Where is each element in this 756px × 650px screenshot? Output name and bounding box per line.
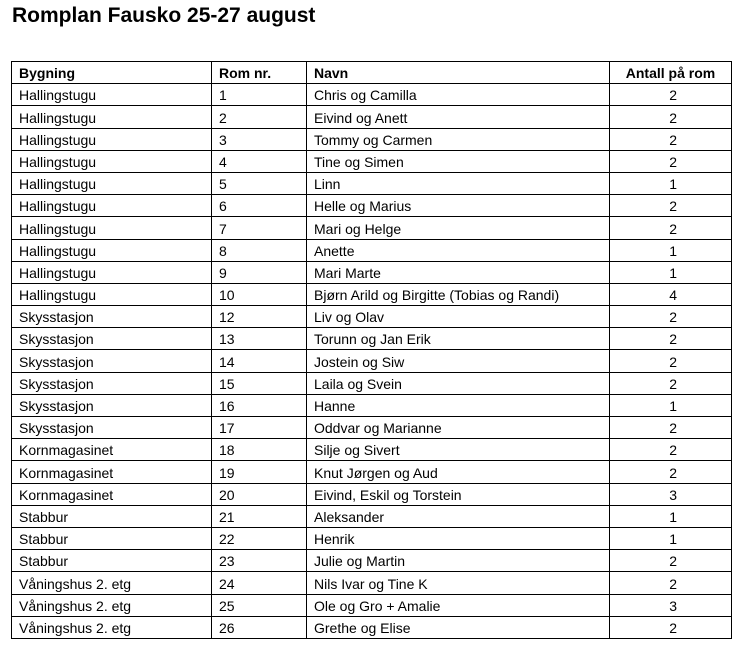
cell-count: 3 bbox=[610, 594, 732, 616]
cell-building: Hallingstugu bbox=[12, 283, 212, 305]
cell-name: Bjørn Arild og Birgitte (Tobias og Randi) bbox=[307, 283, 610, 305]
cell-name: Linn bbox=[307, 172, 610, 194]
cell-room-number: 9 bbox=[212, 261, 307, 283]
table-row bbox=[12, 306, 732, 328]
cell-building: Kornmagasinet bbox=[12, 483, 212, 505]
table-row bbox=[12, 483, 732, 505]
cell-count: 2 bbox=[610, 550, 732, 572]
cell-building: Hallingstugu bbox=[12, 150, 212, 172]
cell-building: Stabbur bbox=[12, 550, 212, 572]
cell-room-number: 15 bbox=[212, 372, 307, 394]
cell-room-number: 17 bbox=[212, 417, 307, 439]
table-row bbox=[12, 527, 732, 549]
cell-room-number: 7 bbox=[212, 217, 307, 239]
cell-name: Tommy og Carmen bbox=[307, 128, 610, 150]
cell-name: Nils Ivar og Tine K bbox=[307, 572, 610, 594]
cell-building: Våningshus 2. etg bbox=[12, 594, 212, 616]
cell-room-number: 13 bbox=[212, 328, 307, 350]
cell-name: Anette bbox=[307, 239, 610, 261]
cell-name: Knut Jørgen og Aud bbox=[307, 461, 610, 483]
header-name: Navn bbox=[307, 62, 610, 84]
cell-name: Laila og Svein bbox=[307, 372, 610, 394]
cell-count: 2 bbox=[610, 417, 732, 439]
cell-room-number: 4 bbox=[212, 150, 307, 172]
cell-count: 2 bbox=[610, 128, 732, 150]
cell-building: Hallingstugu bbox=[12, 128, 212, 150]
cell-count: 3 bbox=[610, 483, 732, 505]
cell-name: Oddvar og Marianne bbox=[307, 417, 610, 439]
cell-building: Våningshus 2. etg bbox=[12, 616, 212, 638]
cell-name: Ole og Gro + Amalie bbox=[307, 594, 610, 616]
cell-count: 2 bbox=[610, 306, 732, 328]
cell-count: 2 bbox=[610, 350, 732, 372]
cell-name: Silje og Sivert bbox=[307, 439, 610, 461]
cell-count: 2 bbox=[610, 461, 732, 483]
cell-name: Torunn og Jan Erik bbox=[307, 328, 610, 350]
table-row bbox=[12, 217, 732, 239]
cell-building: Hallingstugu bbox=[12, 239, 212, 261]
cell-building: Hallingstugu bbox=[12, 172, 212, 194]
cell-room-number: 23 bbox=[212, 550, 307, 572]
table-row bbox=[12, 572, 732, 594]
table-row bbox=[12, 439, 732, 461]
cell-room-number: 19 bbox=[212, 461, 307, 483]
document-title: Romplan Fausko 25-27 august bbox=[12, 4, 316, 27]
cell-name: Grethe og Elise bbox=[307, 616, 610, 638]
cell-name: Helle og Marius bbox=[307, 195, 610, 217]
header-room-number: Rom nr. bbox=[212, 62, 307, 84]
cell-room-number: 12 bbox=[212, 306, 307, 328]
cell-room-number: 18 bbox=[212, 439, 307, 461]
cell-count: 2 bbox=[610, 439, 732, 461]
cell-name: Henrik bbox=[307, 527, 610, 549]
cell-count: 2 bbox=[610, 106, 732, 128]
cell-name: Mari og Helge bbox=[307, 217, 610, 239]
cell-name: Eivind, Eskil og Torstein bbox=[307, 483, 610, 505]
cell-name: Mari Marte bbox=[307, 261, 610, 283]
table-row bbox=[12, 350, 732, 372]
table-body bbox=[12, 84, 732, 639]
table-row bbox=[12, 505, 732, 527]
table-header-row bbox=[12, 62, 732, 84]
table-row bbox=[12, 394, 732, 416]
cell-building: Skysstasjon bbox=[12, 328, 212, 350]
cell-name: Eivind og Anett bbox=[307, 106, 610, 128]
table-row bbox=[12, 84, 732, 106]
table-row bbox=[12, 461, 732, 483]
cell-count: 1 bbox=[610, 261, 732, 283]
cell-name: Jostein og Siw bbox=[307, 350, 610, 372]
table-row bbox=[12, 261, 732, 283]
cell-name: Chris og Camilla bbox=[307, 84, 610, 106]
cell-building: Kornmagasinet bbox=[12, 439, 212, 461]
table-row bbox=[12, 550, 732, 572]
table-row bbox=[12, 128, 732, 150]
cell-room-number: 1 bbox=[212, 84, 307, 106]
cell-room-number: 24 bbox=[212, 572, 307, 594]
cell-room-number: 26 bbox=[212, 616, 307, 638]
cell-room-number: 10 bbox=[212, 283, 307, 305]
cell-count: 2 bbox=[610, 150, 732, 172]
cell-count: 1 bbox=[610, 527, 732, 549]
cell-building: Våningshus 2. etg bbox=[12, 572, 212, 594]
cell-count: 2 bbox=[610, 84, 732, 106]
cell-building: Skysstasjon bbox=[12, 394, 212, 416]
table-row bbox=[12, 150, 732, 172]
table-row bbox=[12, 106, 732, 128]
table-row bbox=[12, 283, 732, 305]
cell-building: Skysstasjon bbox=[12, 306, 212, 328]
cell-count: 1 bbox=[610, 239, 732, 261]
cell-name: Aleksander bbox=[307, 505, 610, 527]
cell-count: 2 bbox=[610, 328, 732, 350]
cell-count: 2 bbox=[610, 372, 732, 394]
cell-count: 1 bbox=[610, 394, 732, 416]
cell-name: Tine og Simen bbox=[307, 150, 610, 172]
cell-room-number: 20 bbox=[212, 483, 307, 505]
cell-room-number: 5 bbox=[212, 172, 307, 194]
table-row bbox=[12, 239, 732, 261]
cell-count: 4 bbox=[610, 283, 732, 305]
header-building: Bygning bbox=[12, 62, 212, 84]
cell-building: Stabbur bbox=[12, 527, 212, 549]
cell-count: 2 bbox=[610, 616, 732, 638]
cell-building: Skysstasjon bbox=[12, 372, 212, 394]
cell-name: Hanne bbox=[307, 394, 610, 416]
cell-building: Skysstasjon bbox=[12, 417, 212, 439]
cell-building: Hallingstugu bbox=[12, 217, 212, 239]
cell-building: Hallingstugu bbox=[12, 261, 212, 283]
cell-room-number: 22 bbox=[212, 527, 307, 549]
cell-building: Skysstasjon bbox=[12, 350, 212, 372]
cell-room-number: 3 bbox=[212, 128, 307, 150]
cell-room-number: 2 bbox=[212, 106, 307, 128]
cell-room-number: 21 bbox=[212, 505, 307, 527]
cell-building: Stabbur bbox=[12, 505, 212, 527]
table-row bbox=[12, 372, 732, 394]
cell-room-number: 14 bbox=[212, 350, 307, 372]
cell-room-number: 8 bbox=[212, 239, 307, 261]
room-plan-table bbox=[11, 61, 732, 639]
cell-count: 1 bbox=[610, 172, 732, 194]
cell-building: Hallingstugu bbox=[12, 106, 212, 128]
cell-room-number: 6 bbox=[212, 195, 307, 217]
cell-name: Liv og Olav bbox=[307, 306, 610, 328]
cell-building: Hallingstugu bbox=[12, 195, 212, 217]
cell-name: Julie og Martin bbox=[307, 550, 610, 572]
header-count: Antall på rom bbox=[610, 62, 732, 84]
table-row bbox=[12, 195, 732, 217]
cell-count: 2 bbox=[610, 217, 732, 239]
cell-count: 1 bbox=[610, 505, 732, 527]
cell-building: Hallingstugu bbox=[12, 84, 212, 106]
cell-room-number: 25 bbox=[212, 594, 307, 616]
cell-count: 2 bbox=[610, 572, 732, 594]
cell-count: 2 bbox=[610, 195, 732, 217]
table-row bbox=[12, 616, 732, 638]
table-row bbox=[12, 172, 732, 194]
cell-room-number: 16 bbox=[212, 394, 307, 416]
table-row bbox=[12, 328, 732, 350]
cell-building: Kornmagasinet bbox=[12, 461, 212, 483]
table-row bbox=[12, 417, 732, 439]
table-row bbox=[12, 594, 732, 616]
